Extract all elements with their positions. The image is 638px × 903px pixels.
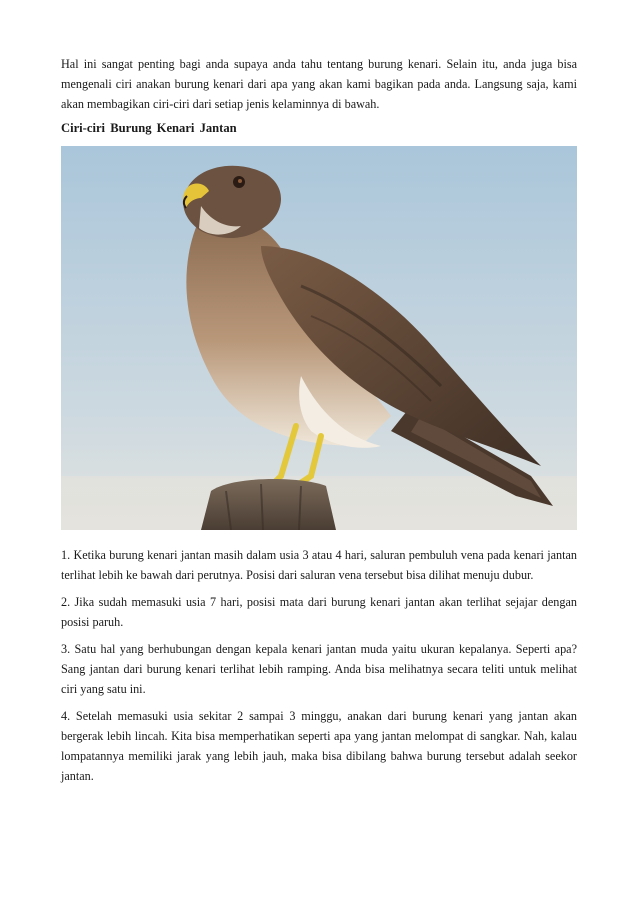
list-item: 3. Satu hal yang berhubungan dengan kepala kenari jantan muda yaitu ukuran kepalanya. Seperti apa? Sang jantan dari burung kenari terlihat lebih ramping. Anda bisa melihatnya secara teliti untuk melihat ciri yang satu ini.: [61, 642, 577, 696]
bird-photo-icon: [61, 146, 577, 530]
bird-photo: [61, 146, 577, 530]
list-item: 1. Ketika burung kenari jantan masih dalam usia 3 atau 4 hari, saluran pembuluh vena pada kenari jantan terlihat lebih ke bawah dari perutnya. Posisi dari saluran vena tersebut bisa dilihat menuju dubur.: [61, 548, 577, 582]
list-item: 4. Setelah memasuki usia sekitar 2 sampai 3 minggu, anakan dari burung kenari yang jantan akan bergerak lebih lincah. Kita bisa memperhatikan seperti apa yang jantan melompat di sangkar. Nah, kalau lompatannya memiliki jarak yang lebih jauh, maka bisa dibilang bahwa burung tersebut adalah seekor jantan.: [61, 709, 577, 783]
list-item: 2. Jika sudah memasuki usia 7 hari, posisi mata dari burung kenari jantan akan terlihat sejajar dengan posisi paruh.: [61, 595, 577, 629]
section-heading: Ciri-ciri Burung Kenari Jantan: [61, 121, 237, 135]
document-page: [61, 54, 577, 793]
intro-paragraph: Hal ini sangat penting bagi anda supaya anda tahu tentang burung kenari. Selain itu, anda juga bisa mengenali ciri anakan burung kenari dari apa yang akan kami bagikan pada anda. Langsung saja, kami akan membagikan ciri-ciri dari setiap jenis kelaminnya di bawah.: [61, 57, 577, 111]
